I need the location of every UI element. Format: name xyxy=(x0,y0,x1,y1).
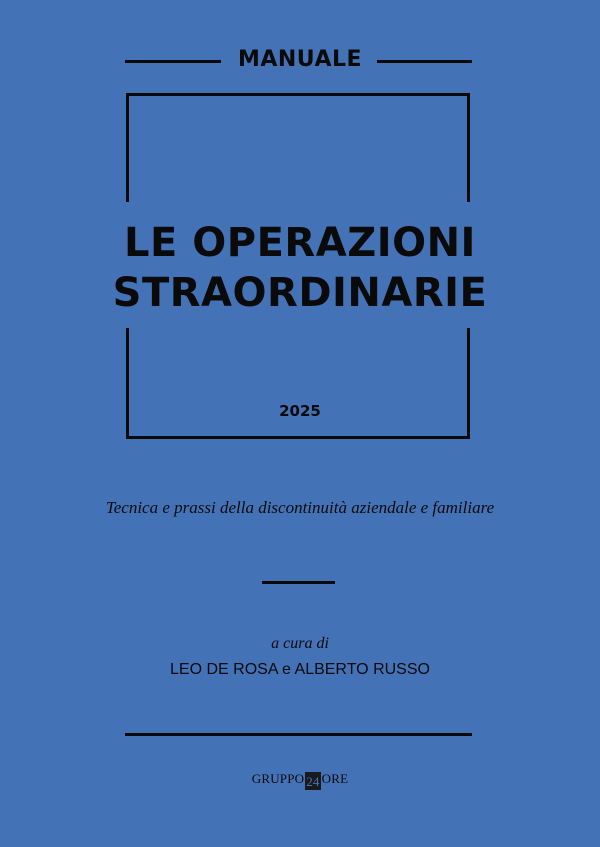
editors-label: a cura di xyxy=(271,635,329,652)
publisher-prefix: GRUPPO xyxy=(251,771,305,786)
edition-year: 2025 xyxy=(279,402,321,420)
book-title-line-2: STRAORDINARIE xyxy=(112,270,488,316)
title-frame-bottom xyxy=(126,328,470,439)
book-title xyxy=(0,218,600,318)
bottom-rule xyxy=(125,733,472,736)
publisher-logo xyxy=(0,771,600,790)
publisher-number-box: 24 xyxy=(306,774,320,789)
book-subtitle: Tecnica e prassi della discontinuità aziendale e familiare xyxy=(105,498,495,517)
title-frame-top xyxy=(126,93,470,202)
publisher-suffix: ORE xyxy=(321,771,349,786)
series-label: MANUALE xyxy=(237,47,363,72)
editors-names: LEO DE ROSA e ALBERTO RUSSO xyxy=(170,661,430,678)
series-rule-right xyxy=(377,60,472,63)
book-title-line-1: LE OPERAZIONI xyxy=(124,220,476,266)
divider-short xyxy=(262,581,335,584)
